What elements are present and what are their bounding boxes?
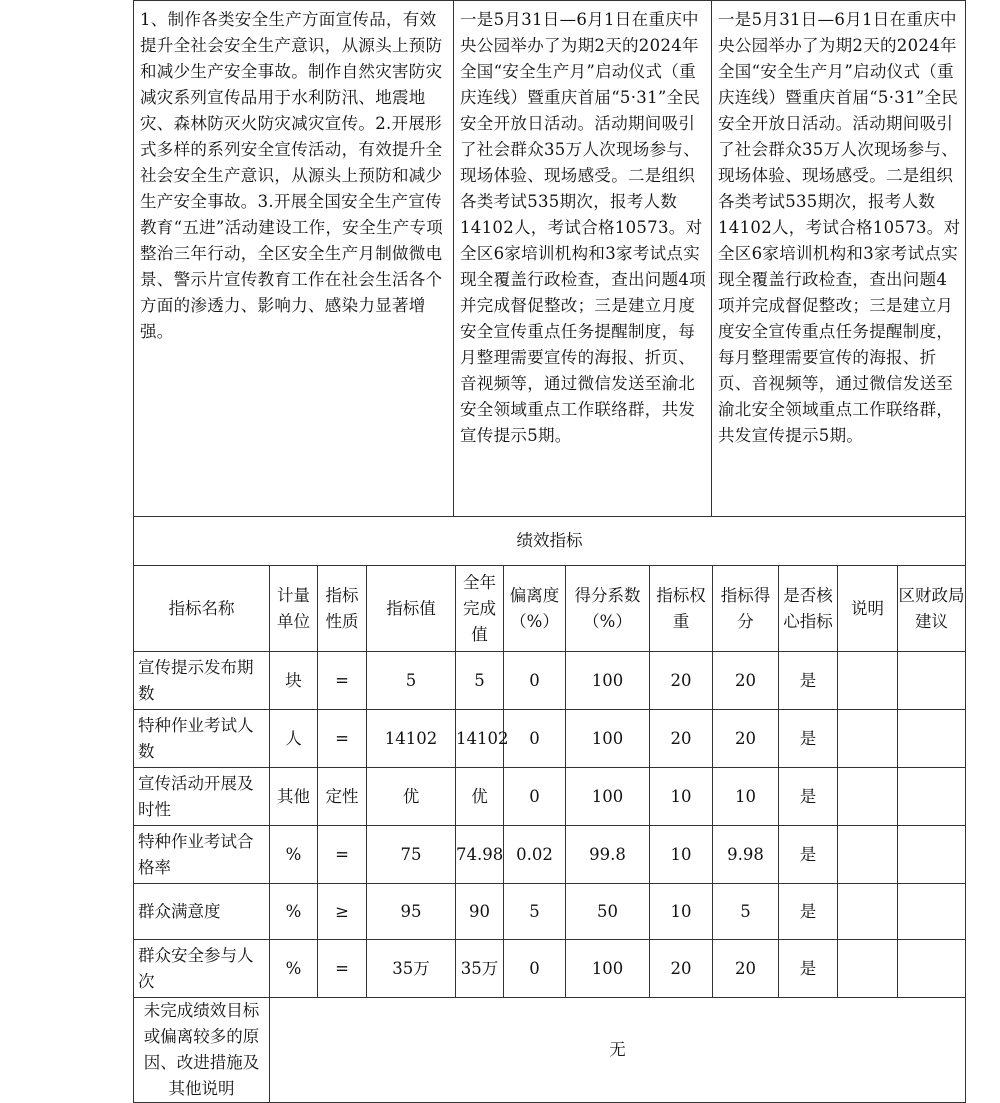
indicator-deviation: 0 <box>504 710 566 768</box>
table-row <box>134 826 966 884</box>
indicator-target: 优 <box>367 768 456 826</box>
indicator-actual: 14102 <box>456 710 504 768</box>
table-row <box>134 940 966 998</box>
header-actual: 全年完成值 <box>456 566 504 652</box>
indicator-target: 14102 <box>367 710 456 768</box>
indicator-nature: 定性 <box>318 768 367 826</box>
indicator-nature: = <box>318 652 367 710</box>
indicator-core: 是 <box>779 768 838 826</box>
indicator-target: 75 <box>367 826 456 884</box>
indicator-nature: = <box>318 710 367 768</box>
indicator-score: 5 <box>713 884 779 940</box>
indicator-core: 是 <box>779 710 838 768</box>
performance-indicator-table <box>133 516 966 1103</box>
indicator-deviation: 0 <box>504 768 566 826</box>
header-unit: 计量单位 <box>270 566 318 652</box>
indicator-name: 群众满意度 <box>134 884 270 940</box>
indicator-score: 20 <box>713 940 779 998</box>
indicator-target: 35万 <box>367 940 456 998</box>
indicator-weight: 20 <box>650 652 713 710</box>
indicator-name: 特种作业考试人数 <box>134 710 270 768</box>
indicator-name: 群众安全参与人次 <box>134 940 270 998</box>
explanation-row <box>134 998 966 1103</box>
indicator-weight: 20 <box>650 710 713 768</box>
indicator-advice <box>898 884 966 940</box>
indicator-deviation: 5 <box>504 884 566 940</box>
indicator-coefficient: 50 <box>566 884 650 940</box>
indicator-note <box>838 884 898 940</box>
indicator-score: 10 <box>713 768 779 826</box>
header-target: 指标值 <box>367 566 456 652</box>
header-name: 指标名称 <box>134 566 270 652</box>
header-coefficient: 得分系数（%） <box>566 566 650 652</box>
indicator-actual: 74.98 <box>456 826 504 884</box>
indicator-coefficient: 100 <box>566 768 650 826</box>
indicator-score: 20 <box>713 710 779 768</box>
indicator-coefficient: 100 <box>566 940 650 998</box>
indicator-core: 是 <box>779 884 838 940</box>
indicator-weight: 10 <box>650 884 713 940</box>
indicator-deviation: 0 <box>504 652 566 710</box>
performance-title: 绩效指标 <box>134 517 966 566</box>
indicator-deviation: 0.02 <box>504 826 566 884</box>
indicator-note <box>838 940 898 998</box>
indicator-actual: 优 <box>456 768 504 826</box>
header-advice: 区财政局建议 <box>898 566 966 652</box>
table-header-row <box>134 566 966 652</box>
indicator-note <box>838 826 898 884</box>
indicator-coefficient: 100 <box>566 652 650 710</box>
indicator-target: 5 <box>367 652 456 710</box>
header-note: 说明 <box>838 566 898 652</box>
header-score: 指标得分 <box>713 566 779 652</box>
indicator-coefficient: 100 <box>566 710 650 768</box>
indicator-core: 是 <box>779 652 838 710</box>
indicator-unit: 其他 <box>270 768 318 826</box>
indicator-actual: 5 <box>456 652 504 710</box>
indicator-name: 宣传活动开展及时性 <box>134 768 270 826</box>
table-row <box>134 652 966 710</box>
indicator-nature: ≥ <box>318 884 367 940</box>
indicator-unit: 人 <box>270 710 318 768</box>
indicator-unit: % <box>270 826 318 884</box>
indicator-name: 宣传提示发布期数 <box>134 652 270 710</box>
indicator-target: 95 <box>367 884 456 940</box>
indicator-actual: 35万 <box>456 940 504 998</box>
indicator-unit: 块 <box>270 652 318 710</box>
table-row <box>134 710 966 768</box>
indicator-advice <box>898 768 966 826</box>
indicator-unit: % <box>270 884 318 940</box>
actual-completion-cell: 一是5月31日—6月1日在重庆中央公园举办了为期2天的2024年全国“安全生产月”启动仪式（重庆连线）暨重庆首届“5·31”全民安全开放日活动。活动期间吸引了社会群众35万人次现场参与、现场体验、现场感受。二是组织各类考试535期次，报考人数14102人，考试合格10573。对全区6家培训机构和3家考试点实现全覆盖行政检查，查出问题4项并完成督促整改；三是建立月度安全宣传重点任务提醒制度，每月整理需要宣传的海报、折页、音视频等，通过微信发送至渝北安全领域重点工作联络群，共发宣传提示5期。 <box>454 1 712 517</box>
indicator-deviation: 0 <box>504 940 566 998</box>
header-nature: 指标性质 <box>318 566 367 652</box>
indicator-unit: % <box>270 940 318 998</box>
explanation-label: 未完成绩效目标或偏离较多的原因、改进措施及其他说明 <box>134 998 270 1103</box>
indicator-core: 是 <box>779 826 838 884</box>
indicator-weight: 20 <box>650 940 713 998</box>
planned-tasks-cell: 1、制作各类安全生产方面宣传品，有效提升全社会安全生产意识，从源头上预防和减少生产安全事故。制作自然灾害防灾减灾系列宣传品用于水利防汛、地震地灾、森林防灭火防灾减灾宣传。2.开展形式多样的系列安全宣传活动，有效提升全社会安全生产意识，从源头上预防和减少生产安全事故。3.开展全国安全生产宣传教育“五进”活动建设工作，安全生产专项整治三年行动，全区安全生产月制做微电景、警示片宣传教育工作在社会生活各个方面的渗透力、影响力、感染力显著增强。 <box>134 1 454 517</box>
indicator-advice <box>898 652 966 710</box>
indicator-advice <box>898 940 966 998</box>
header-deviation: 偏离度（%） <box>504 566 566 652</box>
table-row <box>134 768 966 826</box>
indicator-actual: 90 <box>456 884 504 940</box>
indicator-advice <box>898 710 966 768</box>
indicator-nature: = <box>318 826 367 884</box>
indicator-name: 特种作业考试合格率 <box>134 826 270 884</box>
table-row <box>134 884 966 940</box>
indicator-weight: 10 <box>650 826 713 884</box>
header-weight: 指标权重 <box>650 566 713 652</box>
indicator-nature: = <box>318 940 367 998</box>
task-description-table <box>133 0 966 517</box>
indicator-weight: 10 <box>650 768 713 826</box>
indicator-score: 20 <box>713 652 779 710</box>
indicator-coefficient: 99.8 <box>566 826 650 884</box>
indicator-note <box>838 768 898 826</box>
indicator-note <box>838 710 898 768</box>
indicator-note <box>838 652 898 710</box>
indicator-core: 是 <box>779 940 838 998</box>
indicator-advice <box>898 826 966 884</box>
indicator-score: 9.98 <box>713 826 779 884</box>
explanation-value: 无 <box>270 998 966 1103</box>
completion-summary-cell: 一是5月31日—6月1日在重庆中央公园举办了为期2天的2024年全国“安全生产月”启动仪式（重庆连线）暨重庆首届“5·31”全民安全开放日活动。活动期间吸引了社会群众35万人次现场参与、现场体验、现场感受。二是组织各类考试535期次，报考人数14102人，考试合格10573。对全区6家培训机构和3家考试点实现全覆盖行政检查，查出问题4项并完成督促整改；三是建立月度安全宣传重点任务提醒制度，每月整理需要宣传的海报、折页、音视频等，通过微信发送至渝北安全领域重点工作联络群，共发宣传提示5期。 <box>712 1 966 517</box>
header-core: 是否核心指标 <box>779 566 838 652</box>
